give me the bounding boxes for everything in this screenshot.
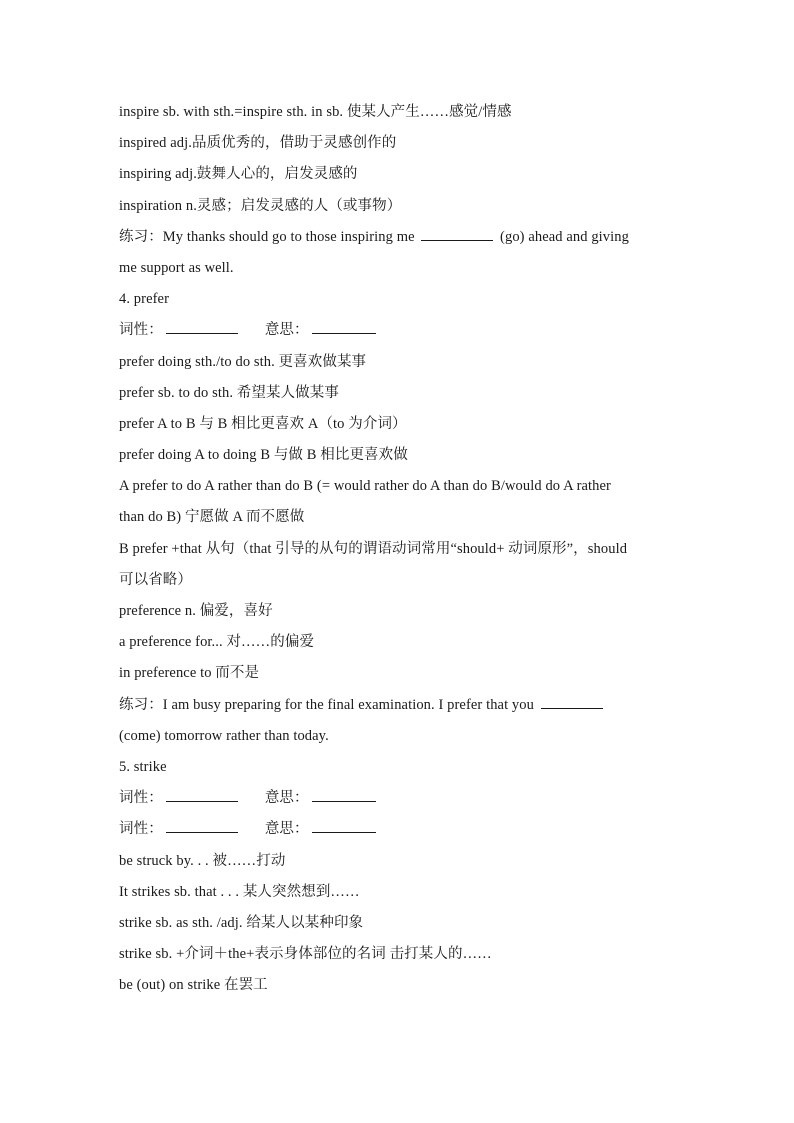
exercise-text: 练习：I am busy preparing for the final examination. I prefer that you (119, 696, 538, 713)
text-line: 可以省略） (119, 571, 192, 588)
pos-meaning-row (119, 816, 679, 847)
exercise-1 (119, 224, 679, 255)
text-line: be (out) on strike 在罢工 (119, 977, 268, 994)
text-line: strike sb. as sth. /adj. 给某人以某种印象 (119, 914, 364, 931)
text-line: inspiration n.灵感；启发灵感的人（或事物） (119, 197, 402, 214)
fill-blank[interactable] (421, 226, 493, 241)
pos-blank[interactable] (166, 787, 238, 802)
text-line: It strikes sb. that . . . 某人突然想到…… (119, 883, 360, 900)
pos-label: 词性： (119, 322, 163, 339)
text-line: prefer sb. to do sth. 希望某人做某事 (119, 384, 339, 401)
text-line: prefer A to B 与 B 相比更喜欢 A（to 为介词） (119, 415, 407, 432)
pos-label: 词性： (119, 790, 163, 807)
text-line: preference n. 偏爱，喜好 (119, 603, 273, 619)
text-line: prefer doing sth./to do sth. 更喜欢做某事 (119, 353, 367, 370)
exercise-2-cont: (come) tomorrow rather than today. (119, 727, 329, 744)
text-line: in preference to 而不是 (119, 665, 260, 682)
text-line: be struck by. . . 被……打动 (119, 852, 286, 869)
document-body (119, 99, 679, 1003)
pos-meaning-row (119, 785, 679, 816)
section-heading-prefer: 4. prefer (119, 291, 170, 308)
exercise-2 (119, 692, 679, 723)
pos-label: 词性： (119, 821, 163, 838)
meaning-blank[interactable] (312, 818, 376, 833)
text-line: than do B) 宁愿做 A 而不愿做 (119, 509, 305, 526)
meaning-label: 意思： (264, 790, 309, 807)
meaning-label: 意思： (264, 322, 309, 339)
text-line: inspired adj.品质优秀的，借助于灵感创作的 (119, 135, 397, 152)
pos-blank[interactable] (166, 319, 238, 334)
fill-blank[interactable] (541, 694, 603, 709)
pos-blank[interactable] (166, 818, 238, 833)
text-line: A prefer to do A rather than do B (= would rather do A than do B/would do A rather (119, 478, 611, 495)
text-line: B prefer +that 从句（that 引导的从句的谓语动词常用“should+ 动词原形”，should (119, 540, 628, 557)
meaning-blank[interactable] (312, 319, 376, 334)
section-heading-strike: 5. strike (119, 758, 167, 775)
pos-meaning-row (119, 317, 679, 348)
exercise-text: 练习：My thanks should go to those inspiring me (119, 228, 419, 245)
text-line: prefer doing A to doing B 与做 B 相比更喜欢做 (119, 447, 408, 464)
text-line: inspire sb. with sth.=inspire sth. in sb. 使某人产生……感觉/情感 (119, 104, 512, 120)
text-line: a preference for... 对……的偏爱 (119, 634, 315, 651)
text-line: inspiring adj.鼓舞人心的，启发灵感的 (119, 166, 358, 183)
text-line: strike sb. +介词＋the+表示身体部位的名词 击打某人的…… (119, 946, 492, 963)
exercise-text: (go) ahead and giving (496, 228, 629, 245)
meaning-blank[interactable] (312, 787, 376, 802)
meaning-label: 意思： (264, 821, 309, 838)
exercise-1-cont: me support as well. (119, 259, 234, 276)
